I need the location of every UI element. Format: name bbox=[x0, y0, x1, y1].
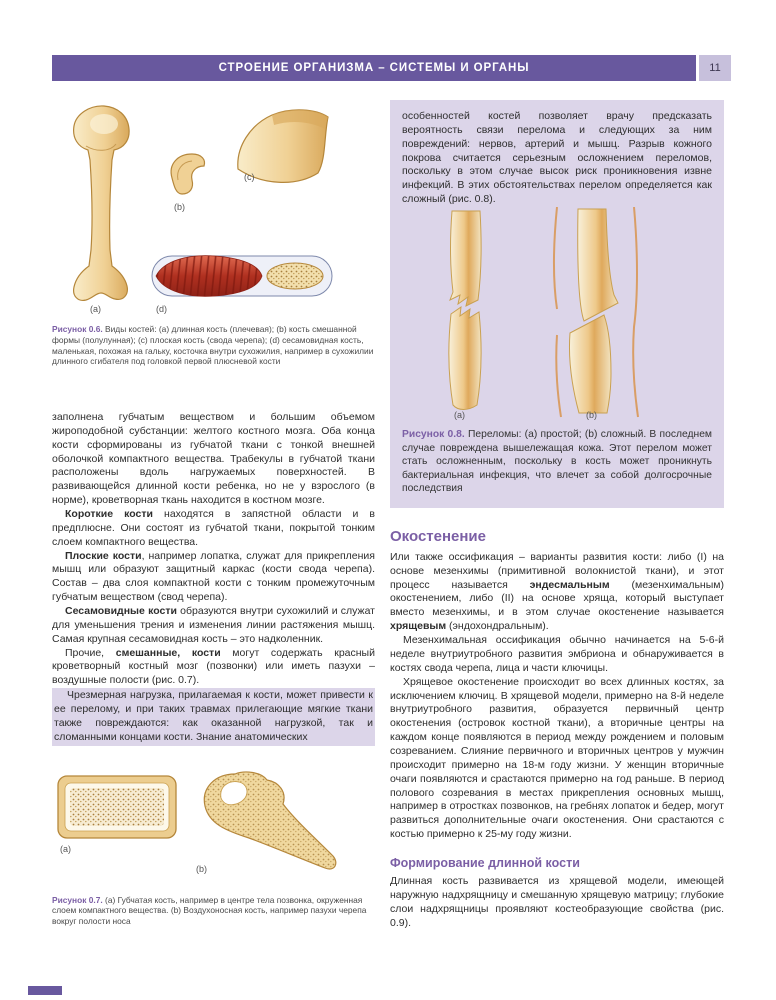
paragraph-sesamoid-bones bbox=[52, 605, 375, 647]
paragraph-ossification-1 bbox=[390, 551, 724, 634]
fracture-panel bbox=[390, 100, 724, 508]
figure-0-7-caption-text: (a) Губчатая кость, например в центре тела позвонка, окруженная слоем компактного вещества. (b) Воздухоносная кость, например пазухи черепа вокруг полости носа bbox=[52, 894, 367, 927]
paragraph-yellow-marrow: заполнена губчатым веществом и большим объемом жироподобной субстанции: желтого костного мозга. Оба конца кости сформированы из губчатой ткани с тонкой внешней оболочкой компактного вещества. Трабекулы в губчатой ткани расположены вдоль нагружаемых поверхностей. В развивающейся длинной кости ребенка, но не у взрослого (в норме), кроветворная ткань находится в костном мозге. bbox=[52, 411, 375, 507]
section-heading-ossification: Окостенение bbox=[390, 527, 486, 545]
paragraph-mixed-bones bbox=[52, 647, 375, 689]
figure-0-7 bbox=[52, 768, 375, 888]
page-number: 11 bbox=[699, 55, 731, 81]
figure-0-7-caption-label: Рисунок 0.7. bbox=[52, 894, 103, 905]
lunate-bone-drawing bbox=[171, 154, 204, 194]
figure-0-7-label-a: (a) bbox=[60, 843, 71, 854]
term-sesamoid-bones: Сесамовидные кости bbox=[65, 605, 177, 618]
ossification-seg2: (эндохондральным). bbox=[446, 620, 549, 633]
skin-line-left bbox=[554, 207, 561, 417]
paragraph-ossification-3: Хрящевое окостенение происходит во всех длинных костях, за исключением ключиц. В хрящевой модели, примерно на 8-й неделе внутриутробного развития, образуется первичный центр окостенения (островок костной ткани), а вторичные центры на каждом конце появляются в период между рождением и половым созреванием. Слияние первичного и вторичных центров у мужчин происходит примерно на 18-м году жизни. У женщин вторичные очаги появляются и срастаются примерно на год раньше. В период полового созревания в местах прикрепления основных мышц, например в отростках позвонков, на гребнях лопаток и бедер, могут развиться дополнительные очаги окостенения. Они срастаются с костью примерно к 25-му году жизни. bbox=[390, 675, 724, 841]
compound-fracture-drawing bbox=[554, 207, 638, 417]
long-bone-text bbox=[390, 875, 724, 930]
figure-0-8-label-a: (a) bbox=[454, 410, 465, 421]
figure-0-6-caption-text: Виды костей: (a) длинная кость (плечевая); (b) кость смешанной формы (полулунная); (c) плоская кость (свода черепа); (d) сесамовидная кость, маленькая, похожая на гальку, косточка внутри сухожилия, например в сухожилии длинного сгибателя под головкой первой плюсневой кости bbox=[52, 324, 374, 367]
figure-0-6-label-d: (d) bbox=[156, 304, 167, 314]
ossification-text bbox=[390, 551, 724, 842]
figure-0-6-label-c: (c) bbox=[244, 172, 255, 182]
figure-0-8 bbox=[402, 207, 712, 422]
figure-0-6-caption bbox=[52, 324, 375, 367]
page-header-bar bbox=[52, 55, 696, 81]
simple-fracture-drawing bbox=[449, 211, 481, 410]
paragraph-fracture-intro: особенностей костей позволяет врачу предсказать вероятность связи перелома и следующих за ним повреждений: нервов, артерий и мышц. Разрыв кожного покрова считается серьезным осложнением переломов, поскольку в этом случае высок риск проникновения извне инфекций. В этих обстоятельствах перелом определяется как сложный (рис. 0.8). bbox=[402, 110, 712, 206]
paragraph-short-bones bbox=[52, 508, 375, 550]
right-column bbox=[390, 100, 724, 930]
figure-0-8-caption bbox=[402, 428, 712, 496]
paragraph-short-bones-text: находятся в запястной области и в предплюсне. Они состоят из губчатой ткани, покрытой тонким слоем компактного вещества. bbox=[52, 508, 375, 548]
fracture-intro bbox=[402, 110, 712, 207]
footer-decoration bbox=[28, 986, 62, 995]
left-body-text bbox=[52, 411, 375, 746]
paragraph-sesamoid-bones-text: образуются внутри сухожилий и служат для уменьшения трения и изменения линии растяжения мышц. Самая крупная сесамовидная кость – это надколенник. bbox=[52, 605, 375, 645]
section-heading-long-bone: Формирование длинной кости bbox=[390, 855, 580, 870]
figure-0-7-illustration bbox=[52, 768, 375, 888]
figure-0-6 bbox=[52, 102, 375, 317]
page-header-title: СТРОЕНИЕ ОРГАНИЗМА – СИСТЕМЫ И ОРГАНЫ bbox=[218, 62, 530, 74]
figure-0-7-label-b: (b) bbox=[196, 863, 207, 874]
term-cartilaginous: хрящевым bbox=[390, 620, 447, 633]
figure-0-8-caption-text: Переломы: (a) простой; (b) сложный. В последнем случае повреждена вышележащая кожа. Этот перелом может стать осложненным, поскольку в кость может проникнуть бактериальная инфекция, что влечет за собой долгосрочные последствия bbox=[402, 429, 712, 495]
highlighted-paragraph: Чрезмерная нагрузка, прилагаемая к кости, может привести к ее перелому, и при таких травмах прилегающие мягкие ткани также повреждаются: как оказанной нагрузкой, так и сломанными концами кости. Знание анатомических bbox=[52, 688, 375, 745]
figure-0-6-label-b: (b) bbox=[174, 202, 185, 212]
term-mixed-bones: смешанные, кости bbox=[115, 646, 221, 659]
sesamoid-bone-drawing bbox=[152, 256, 332, 297]
long-bone-drawing bbox=[74, 106, 129, 300]
figure-0-6-illustration bbox=[52, 102, 375, 317]
term-short-bones: Короткие кости bbox=[65, 508, 153, 521]
figure-0-7-caption bbox=[52, 895, 375, 927]
skin-line-right bbox=[633, 207, 638, 417]
paragraph-long-bone: Длинная кость развивается из хрящевой модели, имеющей наружную надхрящницу и смешанную хрящевую матрицу; глубокие слои надхрящницы проявляют костеобразующие свойства (рис. 0.9). bbox=[390, 874, 724, 929]
paragraph-flat-bones bbox=[52, 550, 375, 605]
paragraph-flat-bones-text: , например лопатка, служат для прикрепления мышц или образуют защитный каркас (кости свода черепа). Состав – два слоя компактной кости с тонким промежуточным губчатым веществом (свод черепа). bbox=[52, 549, 375, 604]
figure-0-8-illustration bbox=[402, 207, 708, 422]
left-column bbox=[52, 100, 375, 927]
ossification-seg0: Или также оссификация – варианты развития кости: либо (I) на основе мезенхимы (примитивной волокнистой ткани), и этот процесс называется bbox=[390, 550, 724, 591]
figure-0-8-label-b: (b) bbox=[586, 410, 597, 421]
ossification-seg1: (мезенхимальным) окостенением, либо (II) на основе хряща, который выступает вместо мезенхимы, и в этом случае окостенение называется bbox=[390, 578, 724, 619]
spongy-bone-drawing bbox=[58, 776, 176, 838]
figure-0-6-label-a: (a) bbox=[90, 304, 101, 314]
figure-0-6-caption-label: Рисунок 0.6. bbox=[52, 324, 103, 334]
paragraph-mixed-bones-pre: Прочие, bbox=[65, 646, 116, 659]
term-flat-bones: Плоские кости bbox=[65, 549, 142, 562]
air-bone-drawing bbox=[204, 772, 336, 869]
paragraph-ossification-2: Мезенхимальная оссификация обычно начинается на 5-6-й неделе внутриутробного развития эмбриона и обнаруживается в костях свода черепа, лица и части ключицы. bbox=[390, 634, 724, 674]
paragraph-mixed-bones-text: могут содержать красный кроветворный костный мозг (позвонки) или иметь пазухи – воздушные полости (рис. 0.7). bbox=[52, 646, 375, 687]
figure-0-8-caption-label: Рисунок 0.8. bbox=[402, 429, 465, 441]
term-endesmal: эндесмальным bbox=[529, 578, 610, 591]
